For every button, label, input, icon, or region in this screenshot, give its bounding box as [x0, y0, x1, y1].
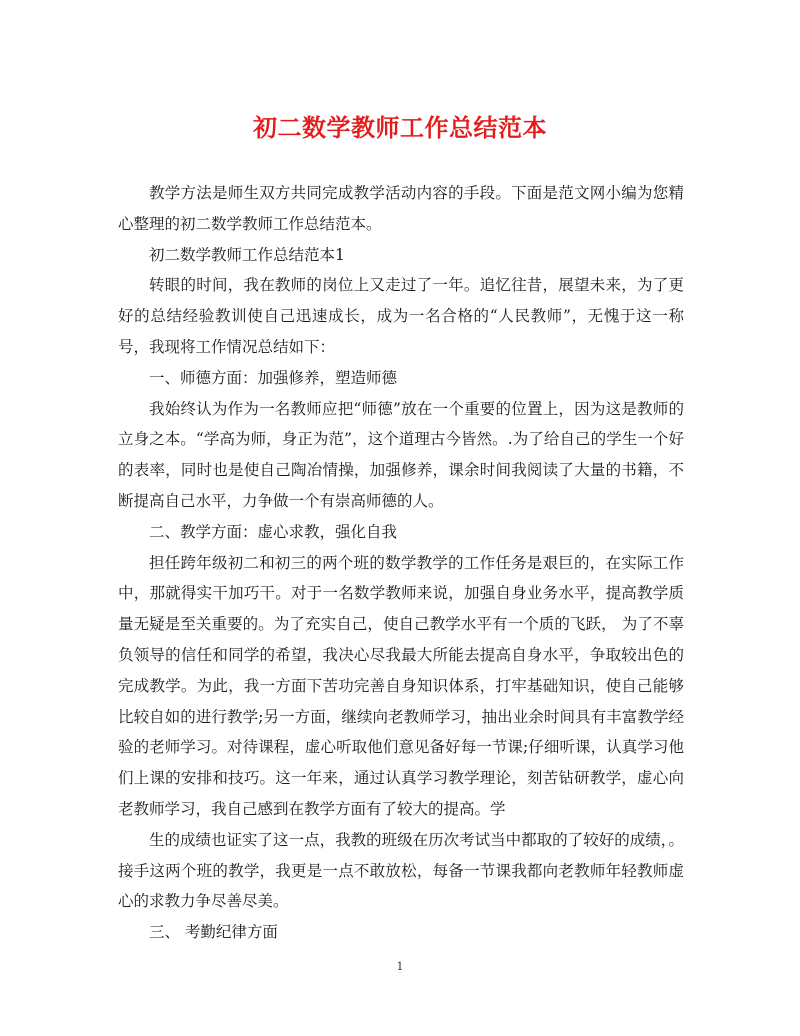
paragraph-section-heading: 初二数学教师工作总结范本1 — [149, 245, 345, 264]
paragraph-heading-teaching: 二、教学方面：虚心求教，强化自我 — [149, 522, 398, 541]
document-title: 初二数学教师工作总结范本 — [253, 113, 547, 142]
paragraph-intro: 教学方法是师生双方共同完成教学活动内容的手段。下面是范文网小编为您精心整理的初二数学教师工作总结范本。 — [118, 184, 684, 233]
paragraph-heading-ethics: 一、师德方面：加强修养，塑造师德 — [149, 368, 398, 387]
document-body — [118, 178, 684, 948]
paragraph-heading-attendance: 三、 考勤纪律方面 — [149, 923, 278, 942]
page-number: 1 — [396, 960, 404, 973]
paragraph-ethics: 我始终认为作为一名教师应把“师德”放在一个重要的位置上，因为这是教师的立身之本。“学高为师，身正为范”，这个道理古今皆然。.为了给自己的学生一个好的表率，同时也是使自己陶冶情操，加强修养，课余时间我阅读了大量的书籍，不断提高自己水平，力争做一个有崇高师德的人。 — [118, 399, 684, 510]
paragraph-results: 生的成绩也证实了这一点，我教的班级在历次考试当中都取的了较好的成绩，。接手这两个班的教学，我更是一点不敢放松，每备一节课我都向老教师年轻教师虚心的求教力争尽善尽美。 — [118, 830, 684, 911]
paragraph-opening: 转眼的时间，我在教师的岗位上又走过了一年。追忆往昔，展望未来，为了更好的总结经验教训使自己迅速成长，成为一名合格的“人民教师”，无愧于这一称号，我现将工作情况总结如下： — [118, 276, 684, 356]
paragraph-teaching: 担任跨年级初二和初三的两个班的数学教学的工作任务是艰巨的，在实际工作中，那就得实干加巧干。对于一名数学教师来说，加强自身业务水平，提高教学质量无疑是至关重要的。为了充实自己，使自己教学水平有一个质的飞跃， 为了不辜负领导的信任和同学的希望，我决心尽我最大所能去提高自身水平，争取较出色的完成教学。为此，我一方面下苦功完善自身知识体系，打牢基础知识，使自己能够比较自如的进行教学;另一方面，继续向老教师学习，抽出业余时间具有丰富教学经验的老师学习。对待课程，虚心听取他们意见备好每一节课;仔细听课，认真学习他们上课的安排和技巧。这一年来，通过认真学习教学理论，刻苦钻研教学，虚心向老教师学习，我自己感到在教学方面有了较大的提高。学 — [118, 553, 684, 818]
